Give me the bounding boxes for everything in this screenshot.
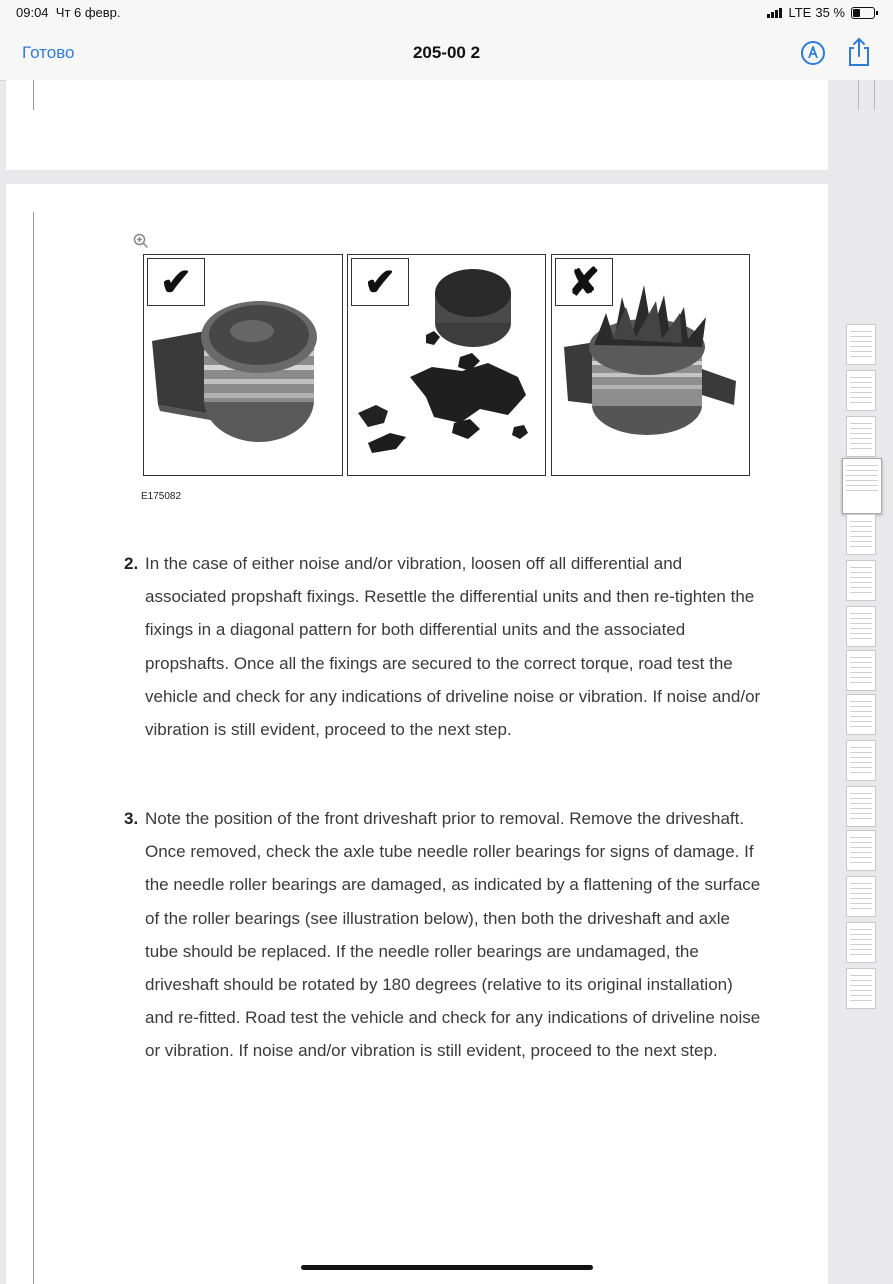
page-margin-line <box>33 80 34 110</box>
scrubber-track-line <box>874 80 875 110</box>
battery-percent: 35 % <box>815 5 845 20</box>
page-thumbnail[interactable] <box>846 560 876 601</box>
page-thumbnail-scrubber[interactable] <box>828 80 893 1280</box>
step-text: In the case of either noise and/or vibration, loosen off all differential and associated propshaft fixings. Resettle the differential units and then re-tighten the fixings in a diagonal pattern for both differential units and the associated propshafts. Once all the fixings are secured to the correct torque, road test the vehicle and check for any indications of driveline noise or vibration. If noise and/or vibration is still evident, proceed to the next step. <box>145 554 761 740</box>
procedure-step-3 <box>124 802 764 1068</box>
page-thumbnail[interactable] <box>846 694 876 735</box>
page-thumbnail[interactable] <box>846 968 876 1009</box>
page-thumbnail-current[interactable] <box>842 458 882 514</box>
page-thumbnail[interactable] <box>846 786 876 827</box>
markup-button[interactable] <box>800 40 826 66</box>
plug-spiked-debris-image <box>552 255 749 475</box>
network-label: LTE <box>788 5 812 20</box>
previous-page <box>6 80 828 170</box>
status-time: 09:04 <box>16 5 49 20</box>
checkmark-icon: ✔ <box>351 258 409 306</box>
page-thumbnail[interactable] <box>846 740 876 781</box>
share-icon <box>846 36 872 68</box>
figure-panel-correct-2 <box>347 254 546 476</box>
page-thumbnail[interactable] <box>846 416 876 457</box>
page-thumbnail[interactable] <box>846 922 876 963</box>
navigation-bar <box>0 26 893 81</box>
figure-caption: E175082 <box>141 491 182 502</box>
page-thumbnail[interactable] <box>846 370 876 411</box>
zoom-in-icon[interactable] <box>133 233 149 249</box>
markup-pen-icon <box>800 40 826 66</box>
signal-icon <box>767 8 782 18</box>
page-thumbnail[interactable] <box>846 876 876 917</box>
status-bar <box>0 0 893 26</box>
page-thumbnail[interactable] <box>846 324 876 365</box>
page-thumbnail[interactable] <box>846 650 876 691</box>
step-number: 3. <box>124 809 139 828</box>
plug-clean-threads-image <box>144 255 342 475</box>
home-indicator[interactable] <box>301 1265 593 1270</box>
step-text: Note the position of the front driveshaft prior to removal. Remove the driveshaft. Once removed, check the axle tube needle roller bearings for signs of damage. If the needle roller bearings are damaged, as indicated by a flattening of the surface of the roller bearings (see illustration below), then both the driveshaft and axle tube should be replaced. If the needle roller bearings are undamaged, the driveshaft should be rotated by 180 degrees (relative to its original installation) and re-fitted. Road test the vehicle and check for any indications of driveline noise or vibration. If noise and/or vibration is still evident, proceed to the next step. <box>145 809 761 1061</box>
step-number: 2. <box>124 554 139 573</box>
done-button[interactable]: Готово <box>22 43 75 62</box>
figure-panel-incorrect <box>551 254 750 476</box>
status-date: Чт 6 февр. <box>55 5 121 20</box>
battery-icon <box>851 7 875 19</box>
document-title: 205-00 2 <box>412 43 481 62</box>
sealant-residue-image <box>348 255 545 475</box>
page-margin-line <box>33 212 34 1284</box>
share-button[interactable] <box>846 36 872 68</box>
status-indicators <box>767 5 875 20</box>
page-thumbnail[interactable] <box>846 606 876 647</box>
procedure-step-2 <box>124 547 764 746</box>
figure-panel-correct-1 <box>143 254 343 476</box>
cross-mark-icon: ✘ <box>555 258 613 306</box>
scrubber-track-line <box>858 80 859 110</box>
checkmark-icon: ✔ <box>147 258 205 306</box>
page-thumbnail[interactable] <box>846 514 876 555</box>
page-thumbnail[interactable] <box>846 830 876 871</box>
status-time-date <box>16 5 121 20</box>
